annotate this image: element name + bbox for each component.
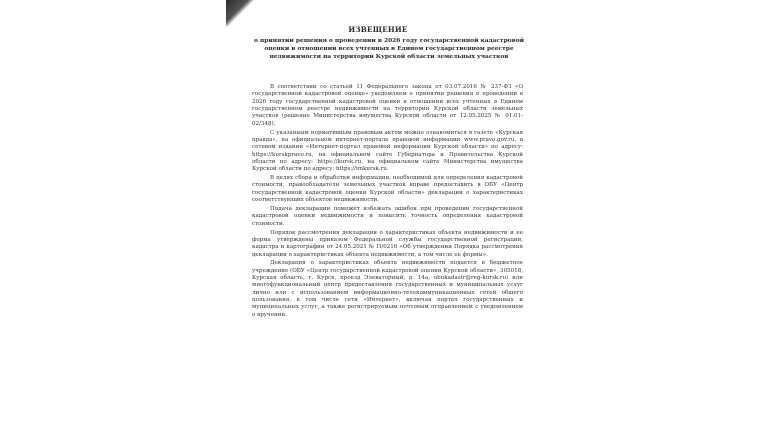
document-subtitle: о принятии решения о проведении в 2026 году государственной кадастровой оценки в отношении всех учтенных в Едином государственном реестре недвижимости на территории Курской области земельных участков	[253, 37, 525, 61]
paragraph-declarations: В целях сбора и обработки информации, необходимой для определения кадастровой стоимости, правообладатели земельных участков вправе предоставить в ОБУ «Центр государственной кадастровой оценки Курской области» декларации о характеристиках соответствующих объектов недвижимости.	[252, 175, 523, 204]
paragraph-procedure: Порядок рассмотрения декларации о характеристиках объекта недвижимости и ее форма утверждены приказом Федеральной службы государственной регистрации, кадастра и картографии от 24.05.2021 № П/0216 «Об утверждении Порядка рассмотрения декларации о характеристиках объекта недвижимости, а том числе ее формы».	[252, 229, 523, 258]
document-sheet	[228, 0, 528, 435]
paragraph-publication: С указанным нормативным правовым актом можно ознакомиться в газете «Курская правда», на официальном интернет-портале правовой информации www.pravo.gov.ru, в сетевом издании «Интернет-портал правовой информации Курской области» по адресу: https://kurskpravo.ru, на официальном сайте Губернатора и Правительства Курской области по адресу: https://kursk.ru, на официальном сайте Министерства имущества Курской области по адресу: https://imkursk.ru.	[252, 129, 523, 173]
paragraph-accuracy: Подача декларации поможет избежать ошибок при проведении государственной кадастровой оценки недвижимости и повысить точность определения кадастровой стоимости.	[252, 206, 523, 227]
paragraph-submission: Декларация о характеристиках объекта недвижимости подается в бюджетное учреждение (ОБУ «Центр государственной кадастровой оценки Курской области», 305018, Курская область, г. Курск, проезд Элеваторный, д. 14а, obukadastr@reg-kursk.ru) или многофункциональный центр предоставления государственных и муниципальных услуг лично или с использованием информационно-телекоммуникационных сетей общего пользования, в том числе сети «Интернет», включая портал государственных и муниципальных услуг, а также регистрируемым почтовым отправлением с уведомлением о вручении.	[252, 260, 523, 318]
document-title: ИЗВЕЩЕНИЕ	[348, 25, 408, 34]
paragraph-legal-basis: В соответствии со статьей 11 Федерального закона от 03.07.2016 № 237-ФЗ «О государственной кадастровой оценке» уведомляем о принятии решения о проведении в 2026 году государственной кадастровой оценки в отношении всех учтенных в Едином государственном реестре недвижимости на территории Курской области земельных участков (решение Министерства имущества Курской области от 12.05.2025 № 01.01-02/348).	[252, 84, 523, 127]
document-body	[252, 84, 523, 319]
